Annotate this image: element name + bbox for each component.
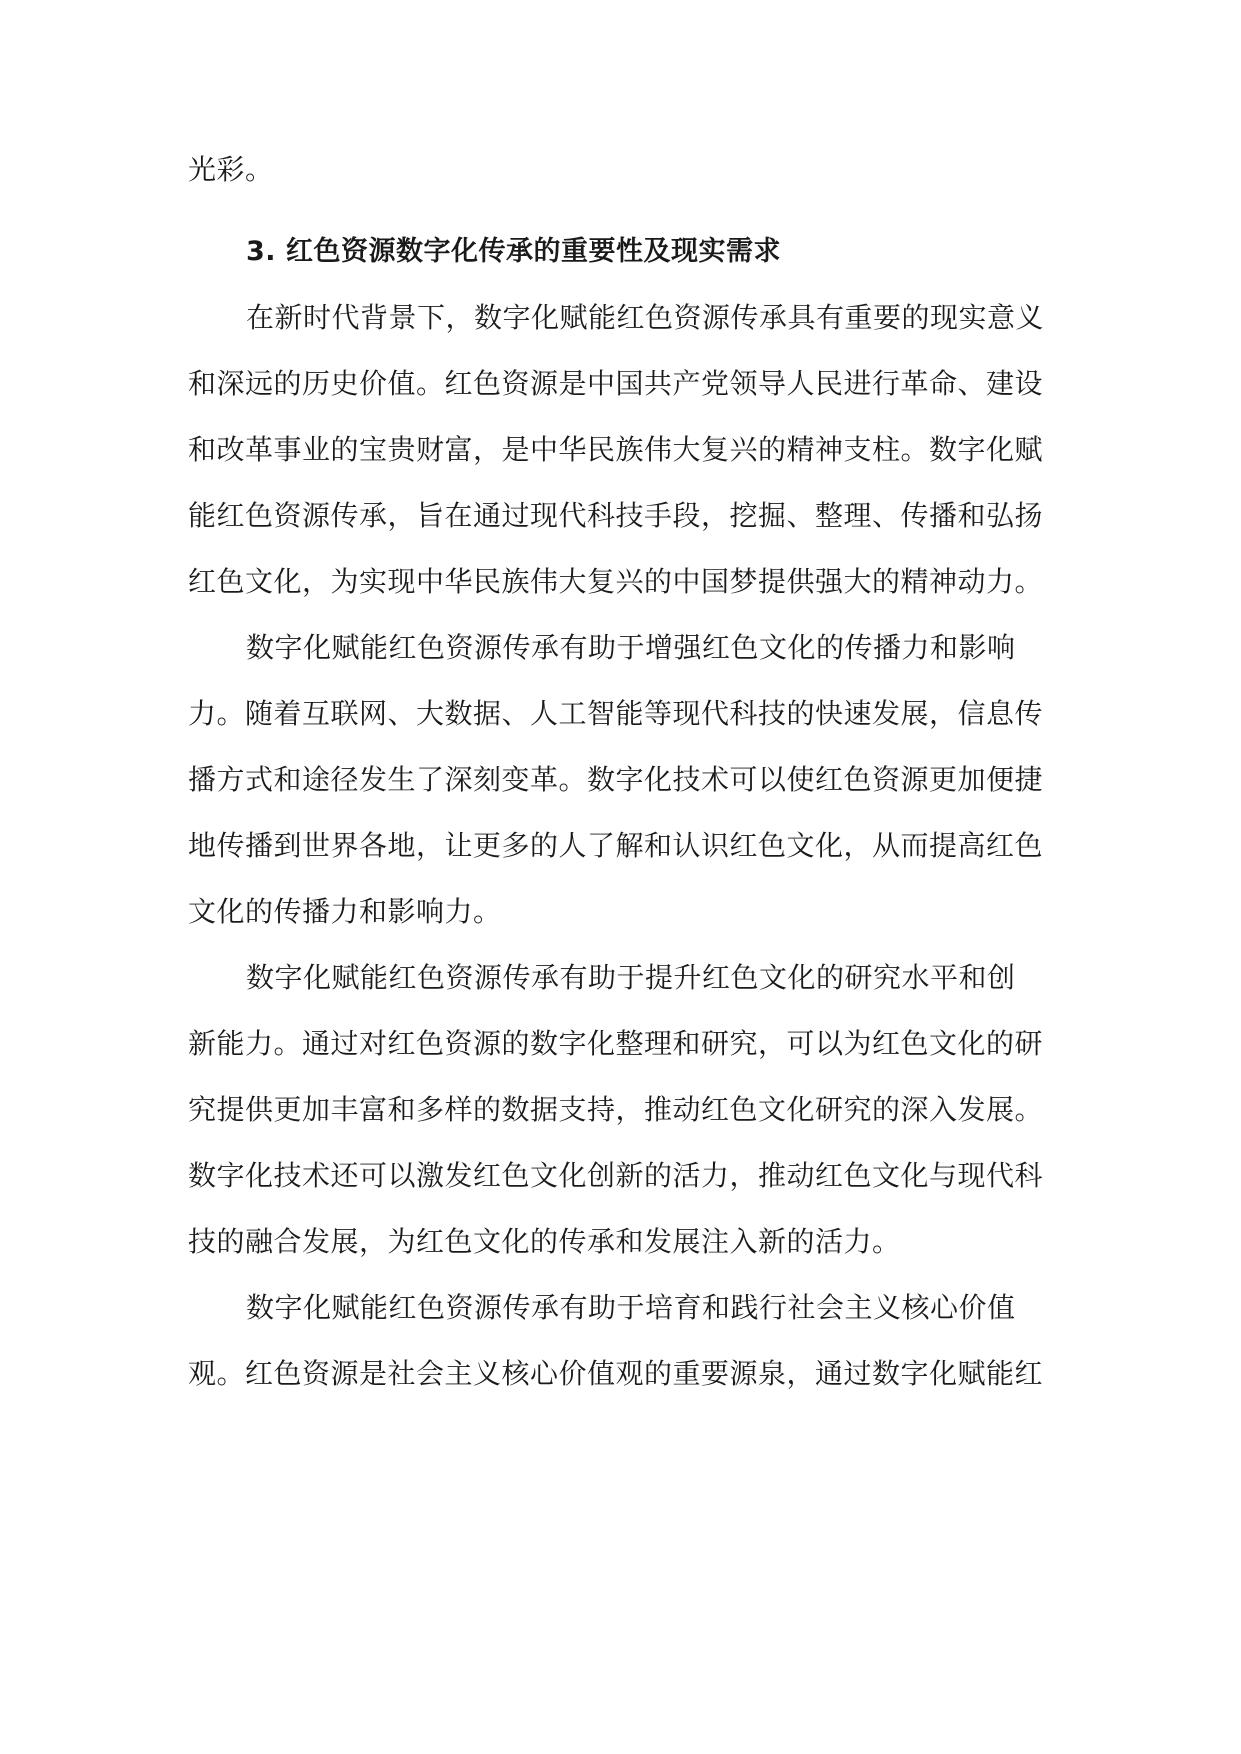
paragraph-line: 和深远的历史价值。红色资源是中国共产党领导人民进行革命、建设 bbox=[188, 367, 1044, 400]
paragraph-line: 力。随着互联网、大数据、人工智能等现代科技的快速发展，信息传 bbox=[188, 697, 1044, 730]
paragraph-line: 播方式和途径发生了深刻变革。数字化技术可以使红色资源更加便捷 bbox=[188, 763, 1044, 796]
paragraph-line: 和改革事业的宝贵财富，是中华民族伟大复兴的精神支柱。数字化赋 bbox=[188, 433, 1044, 466]
paragraph-line: 技的融合发展，为红色文化的传承和发展注入新的活力。 bbox=[188, 1225, 901, 1258]
paragraph-line: 能红色资源传承，旨在通过现代科技手段，挖掘、整理、传播和弘扬 bbox=[188, 499, 1044, 532]
paragraph-line: 数字化赋能红色资源传承有助于提升红色文化的研究水平和创 bbox=[246, 961, 1016, 994]
paragraph-line: 红色文化，为实现中华民族伟大复兴的中国梦提供强大的精神动力。 bbox=[188, 565, 1044, 598]
paragraph-line: 观。红色资源是社会主义核心价值观的重要源泉，通过数字化赋能红 bbox=[188, 1357, 1044, 1390]
paragraph-line: 数字化技术还可以激发红色文化创新的活力，推动红色文化与现代科 bbox=[188, 1159, 1044, 1192]
paragraph-line: 究提供更加丰富和多样的数据支持，推动红色文化研究的深入发展。 bbox=[188, 1093, 1044, 1126]
paragraph-line: 数字化赋能红色资源传承有助于培育和践行社会主义核心价值 bbox=[246, 1291, 1016, 1324]
section-heading: 3. 红色资源数字化传承的重要性及现实需求 bbox=[246, 236, 781, 267]
text-line: 光彩。 bbox=[188, 153, 274, 186]
paragraph-line: 地传播到世界各地，让更多的人了解和认识红色文化，从而提高红色 bbox=[188, 829, 1044, 862]
paragraph-line: 数字化赋能红色资源传承有助于增强红色文化的传播力和影响 bbox=[246, 631, 1016, 664]
paragraph-line: 文化的传播力和影响力。 bbox=[188, 895, 502, 928]
paragraph-line: 在新时代背景下，数字化赋能红色资源传承具有重要的现实意义 bbox=[246, 301, 1045, 334]
paragraph-line: 新能力。通过对红色资源的数字化整理和研究，可以为红色文化的研 bbox=[188, 1027, 1044, 1060]
